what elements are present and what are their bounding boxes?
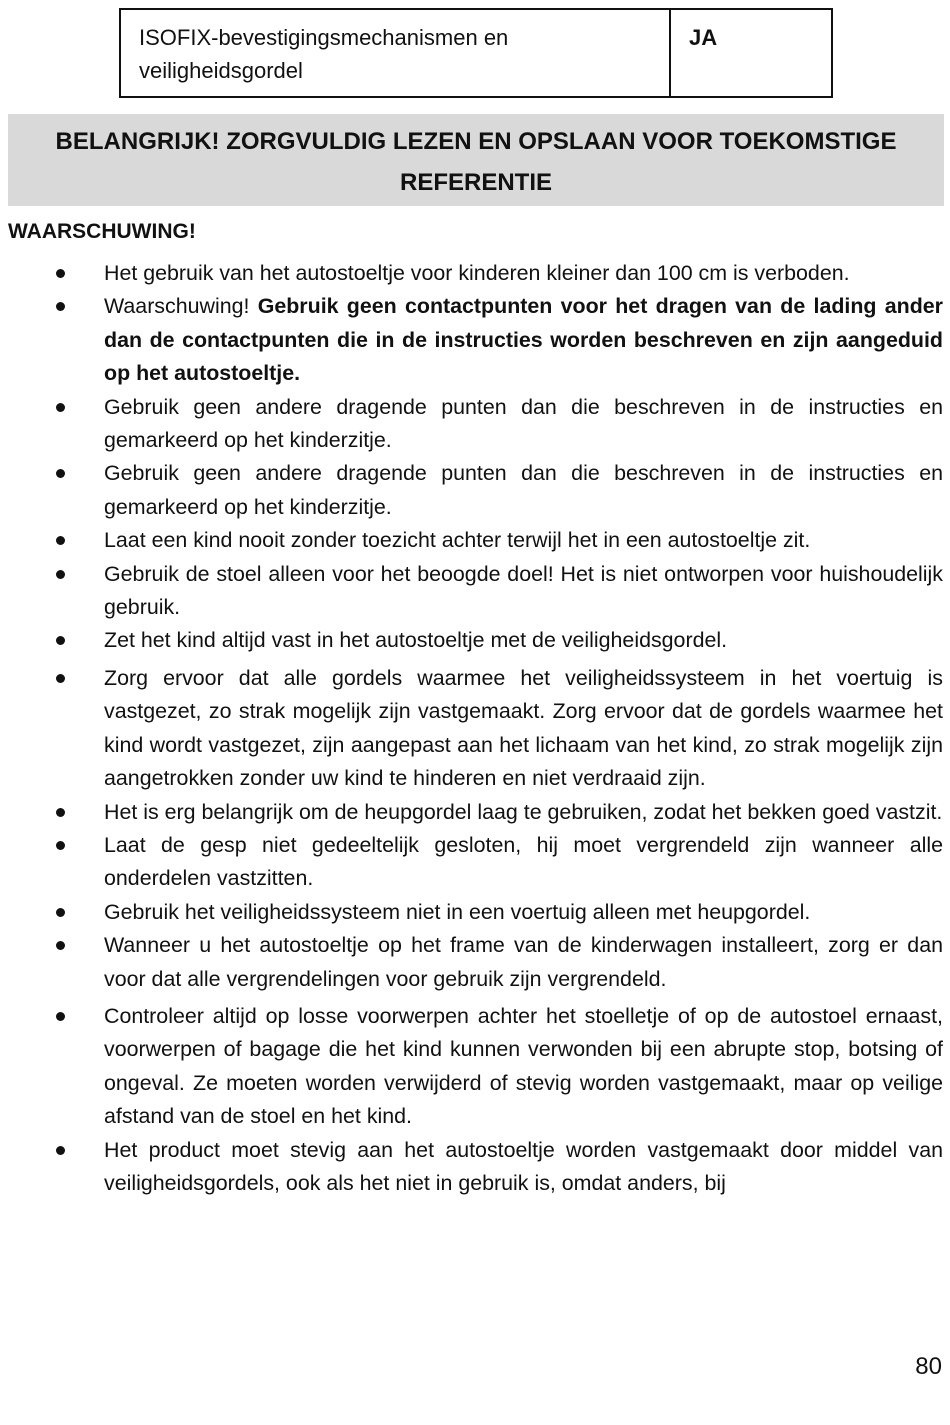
list-item xyxy=(104,391,943,458)
bullet-icon xyxy=(56,403,65,412)
list-item xyxy=(104,829,943,896)
spec-table-label-line1: ISOFIX-bevestigingsmechanismen en xyxy=(139,25,509,50)
bullet-icon xyxy=(56,469,65,478)
banner-line2: REFERENTIE xyxy=(399,169,552,196)
bullet-icon xyxy=(56,536,65,545)
list-item-text: Zorg ervoor dat alle gordels waarmee het veiligheidssysteem in het voertuig is vastgezet, zo strak mogelijk zijn vastgemaakt. Zorg ervoor dat de gordels waarmee het kind wordt vastgezet, zijn aangepast aan het lichaam van het kind, zo strak mogelijk zijn aangetrokken zonder uw kind te hinderen en niet verdraaid zijn. xyxy=(104,665,943,791)
list-item xyxy=(104,896,943,929)
list-item xyxy=(104,457,943,524)
list-item-text: Laat de gesp niet gedeeltelijk gesloten, hij moet vergrendeld zijn wanneer alle onderdelen vastzitten. xyxy=(104,832,943,891)
list-item xyxy=(104,1134,943,1201)
list-item-text: Wanneer u het autostoeltje op het frame van de kinderwagen installeert, zorg er dan voor dat alle vergrendelingen voor gebruik zijn vergrendeld. xyxy=(104,933,943,991)
bullet-icon xyxy=(56,908,65,917)
list-item xyxy=(104,558,943,625)
list-item-text: Controleer altijd op losse voorwerpen achter het stoelletje of op de autostoel ernaast, voorwerpen of bagage die het kind kunnen verwonden bij een abrupte stop, botsing of ongeval. Ze moeten worden verwijderd of stevig worden vastgemaakt, maar op veilige afstand van de stoel en het kind. xyxy=(104,1003,943,1129)
spec-table-label-line2: veiligheidsgordel xyxy=(139,58,303,83)
spec-table xyxy=(119,8,833,98)
list-item-text: Laat een kind nooit zonder toezicht achter terwijl het in een autostoeltje zit. xyxy=(104,528,811,553)
important-banner xyxy=(8,114,944,206)
warning-bullet-list xyxy=(104,257,943,1200)
list-item xyxy=(104,524,943,557)
list-item-prefix: Waarschuwing! xyxy=(104,294,258,319)
bullet-icon xyxy=(56,674,65,683)
list-item-bold-text: Gebruik geen contactpunten voor het dragen van de lading ander dan de contactpunten die in de instructies worden beschreven en zijn aangeduid op het autostoeltje. xyxy=(104,294,944,386)
list-item xyxy=(104,929,943,996)
list-item-text: Het product moet stevig aan het autostoeltje worden vastgemaakt door middel van veiligheidsgordels, ook als het niet in gebruik is, omdat anders, bij xyxy=(104,1137,943,1195)
bullet-icon xyxy=(56,570,65,579)
page-number: 80 xyxy=(915,1353,942,1380)
list-item xyxy=(104,290,943,390)
bullet-icon xyxy=(56,636,65,645)
list-item xyxy=(104,662,943,796)
list-item xyxy=(104,624,943,657)
bullet-icon xyxy=(56,941,65,950)
list-item-text: Zet het kind altijd vast in het autostoeltje met de veiligheidsgordel. xyxy=(104,628,728,653)
list-item-text: Gebruik geen andere dragende punten dan die beschreven in de instructies en gemarkeerd op het kinderzitje. xyxy=(104,461,943,519)
spec-table-label-cell xyxy=(121,10,671,96)
bullet-icon xyxy=(56,808,65,817)
bullet-icon xyxy=(56,302,65,311)
spec-table-value-cell: JA xyxy=(689,25,718,50)
list-item-text: Gebruik het veiligheidssysteem niet in een voertuig alleen met heupgordel. xyxy=(104,899,811,924)
bullet-icon xyxy=(56,1146,65,1155)
list-item xyxy=(104,1000,943,1134)
bullet-icon xyxy=(56,269,65,278)
list-item xyxy=(104,257,943,290)
bullet-icon xyxy=(56,841,65,850)
banner-line1: BELANGRIJK! ZORGVULDIG LEZEN EN OPSLAAN VOOR TOEKOMSTIGE xyxy=(55,128,897,155)
list-item-text: Gebruik geen andere dragende punten dan die beschreven in de instructies en gemarkeerd op het kinderzitje. xyxy=(104,394,943,453)
list-item-text: Het is erg belangrijk om de heupgordel laag te gebruiken, zodat het bekken goed vastzit. xyxy=(104,799,943,824)
warning-heading: WAARSCHUWING! xyxy=(8,220,196,243)
bullet-icon xyxy=(56,1012,65,1021)
list-item-text: Gebruik de stoel alleen voor het beoogde doel! Het is niet ontworpen voor huishoudelijk gebruik. xyxy=(104,561,943,620)
list-item xyxy=(104,796,943,829)
list-item-text: Het gebruik van het autostoeltje voor kinderen kleiner dan 100 cm is verboden. xyxy=(104,261,850,285)
